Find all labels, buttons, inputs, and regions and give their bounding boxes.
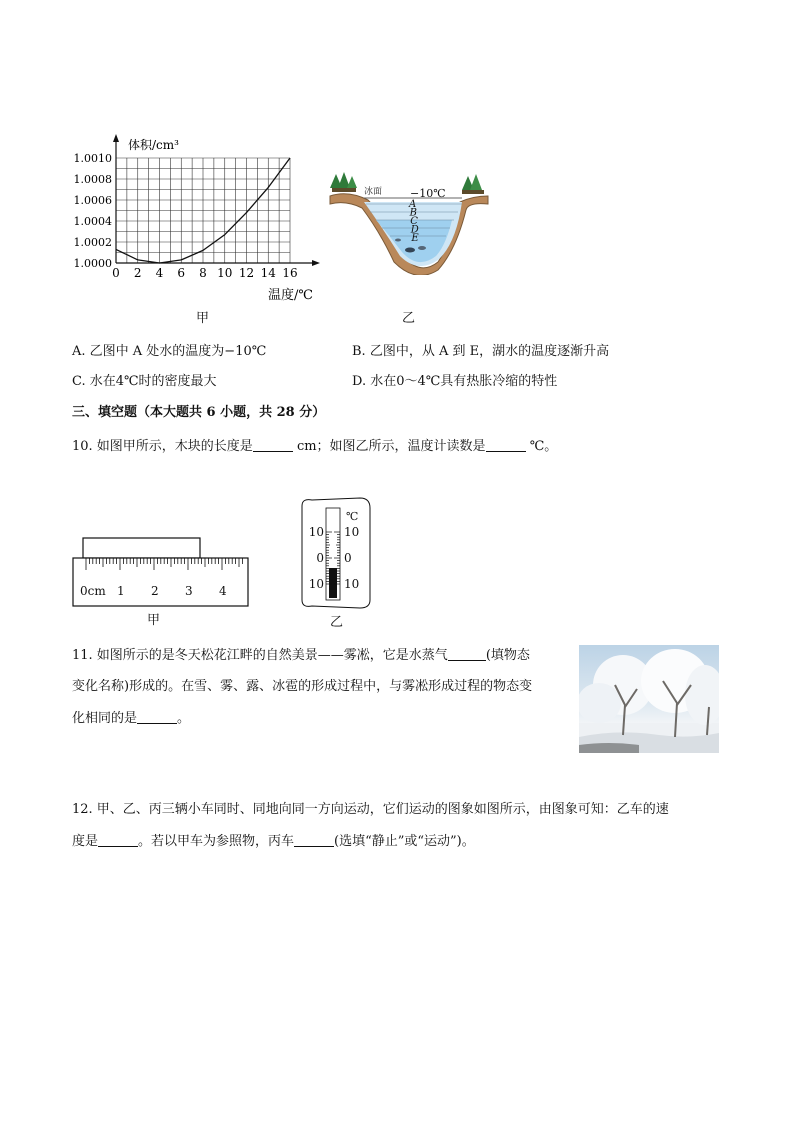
layer-label-e: E [411,233,419,244]
tree-right-icon [462,174,484,194]
ruler-caption: 甲 [147,613,161,628]
x-tick-label: 14 [260,266,276,280]
thermo-unit: ℃ [346,510,359,523]
option-c: C. 水在4℃时的密度最大 [72,374,217,389]
option-d: D. 水在0～4℃具有热胀冷缩的特性 [352,374,558,389]
figure-yi-caption: 乙 [402,311,416,326]
ruler-label: 0cm [80,584,106,598]
x-tick-label: 12 [238,266,255,280]
thermo-label-right: 10 [344,577,360,591]
q11-line3-a: 化相同的是 [72,711,138,726]
ruler-label: 1 [117,584,125,598]
y-tick-label: 1.0004 [73,215,112,228]
chart-plot-area [74,134,321,303]
x-tick-label: 0 [112,266,120,280]
q11-line1-b: (填物态 [485,648,530,663]
question-10-text [72,438,557,455]
y-tick-label: 1.0000 [73,257,112,270]
y-axis-label: 体积/cm³ [128,138,179,152]
ruler-label: 3 [185,584,193,598]
x-tick-label: 16 [282,266,298,280]
q11-line3 [72,710,190,727]
x-tick-label: 2 [133,266,142,280]
volume-temperature-chart [60,130,330,325]
q10-blank-2[interactable] [486,438,526,452]
thermo-label-left: 10 [308,525,324,539]
q12-line2-a: 度是 [72,834,99,849]
x-axis-arrow [312,260,320,266]
q10-unit2: ℃。 [525,439,558,454]
q10-part1: 10. 如图甲所示，木块的长度是 [72,439,253,454]
y-tick-label: 1.0010 [73,152,112,165]
layer-label-c: C [410,216,418,227]
y-tick-label: 1.0008 [73,173,112,186]
thermo-label-left: 10 [308,577,324,591]
x-tick-label: 6 [177,266,186,280]
q10-blank-1[interactable] [253,438,293,452]
q11-line3-b: 。 [177,711,191,726]
y-tick-label: 1.0002 [73,236,112,249]
q12-line2-b: 。若以甲车为参照物，丙车 [138,834,295,849]
layer-label-a: A [409,199,417,210]
q11-line2: 变化名称)形成的。在雪、雾、露、冰雹的形成过程中，与雾凇形成过程的物态变 [72,679,533,694]
thermometer-caption: 乙 [330,615,344,630]
section-heading: 三、填空题（本大题共 6 小题，共 28 分） [72,405,326,420]
layer-label-b: B [409,207,417,219]
thermo-label-right: 0 [344,551,352,565]
thermo-label-left: 0 [316,551,324,565]
option-b: B. 乙图中，从 A 到 E，湖水的温度逐渐升高 [352,344,610,359]
q11-line1-a: 11. 如图所示的是冬天松花江畔的自然美景——雾凇，它是水蒸气 [72,648,448,663]
thermo-label-right: 10 [344,525,360,539]
q12-line2-c: (选填“静止”或“运动”)。 [334,834,475,849]
ruler-label: 4 [219,584,227,598]
y-axis-arrow [113,134,119,142]
layer-label-d: D [410,224,419,236]
rime-photo [579,645,719,753]
x-tick-label: 4 [155,266,164,280]
figure-jia-caption: 甲 [196,311,210,326]
q11-blank-1[interactable] [448,647,486,661]
q12-line1: 12. 甲、乙、丙三辆小车同时、同地向同一方向运动，它们运动的图象如图所示，由图象可知：乙车的速 [72,802,669,817]
lake-cross-section-diagram [328,170,490,275]
x-tick-label: 10 [217,266,233,280]
ruler-diagram [70,536,252,610]
q10-unit1: cm；如图乙所示，温度计读数是 [292,439,486,454]
q11-line1 [72,647,530,664]
q12-blank-1[interactable] [98,833,138,847]
q11-blank-2[interactable] [137,710,177,724]
ruler-label: 2 [151,584,159,598]
x-tick-label: 8 [199,266,207,280]
y-tick-label: 1.0006 [73,194,112,207]
wooden-block [83,538,200,558]
ice-label: 冰面 [364,187,383,197]
thermometer-diagram [296,496,376,612]
option-a: A. 乙图中 A 处水的温度为−10℃ [72,344,267,359]
x-axis-label: 温度/℃ [268,288,313,303]
thermometer-liquid [329,568,337,598]
tree-left-icon [330,172,357,192]
temp-label: −10℃ [410,187,446,200]
q12-line2 [72,833,475,850]
q12-blank-2[interactable] [294,833,334,847]
